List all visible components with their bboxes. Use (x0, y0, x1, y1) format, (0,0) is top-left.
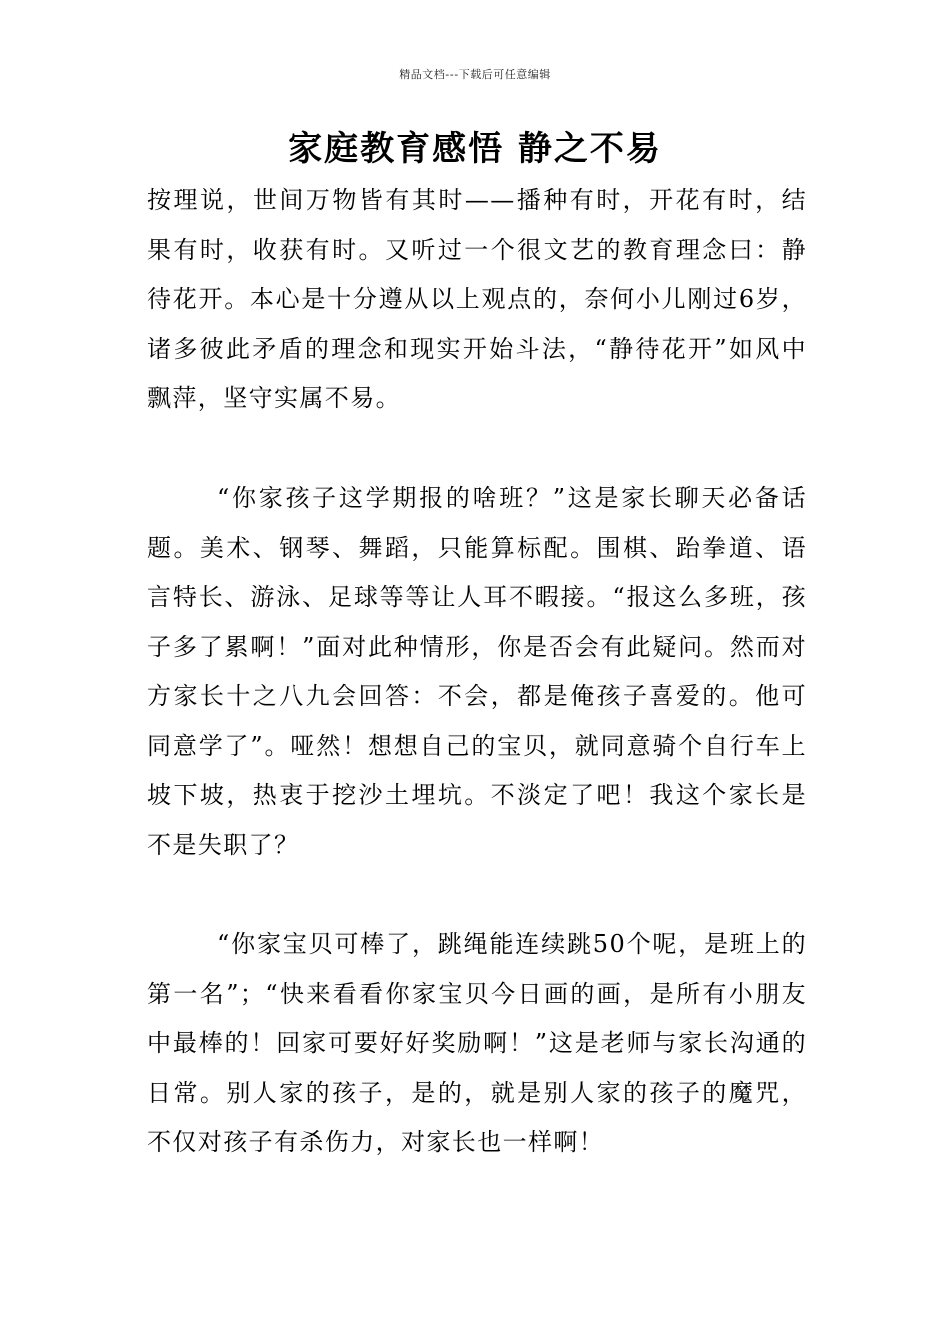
paragraph-2: “你家孩子这学期报的啥班？”这是家长聊天必备话题。美术、钢琴、舞蹈，只能算标配。围棋、跆拳道、语言特长、游泳、足球等等让人耳不暇接。“报这么多班，孩子多了累啊！”面对此种情形，你是否会有此疑问。然而对方家长十之八九会回答：不会，都是俺孩子喜爱的。他可同意学了”。哑然！想想自己的宝贝，就同意骑个自行车上坡下坡，热衷于挖沙土埋坑。不淡定了吧！我这个家长是不是失职了？ (147, 484, 807, 859)
document-title: 家庭教育感悟 静之不易 (288, 129, 662, 169)
header-note: 精品文档---下载后可任意编辑 (399, 68, 551, 81)
paragraph-1: 按理说，世间万物皆有其时——播种有时，开花有时，结果有时，收获有时。又听过一个很文艺的教育理念曰：静待花开。本心是十分遵从以上观点的，奈何小儿刚过6岁，诸多彼此矛盾的理念和现实开始斗法，“静待花开”如风中飘萍，坚守实属不易。 (147, 186, 807, 412)
paragraph-3: “你家宝贝可棒了，跳绳能连续跳50个呢，是班上的第一名”；“快来看看你家宝贝今日画的画，是所有小朋友中最棒的！回家可要好好奖励啊！”这是老师与家长沟通的日常。别人家的孩子，是的，就是别人家的孩子的魔咒，不仅对孩子有杀伤力，对家长也一样啊！ (147, 930, 807, 1156)
